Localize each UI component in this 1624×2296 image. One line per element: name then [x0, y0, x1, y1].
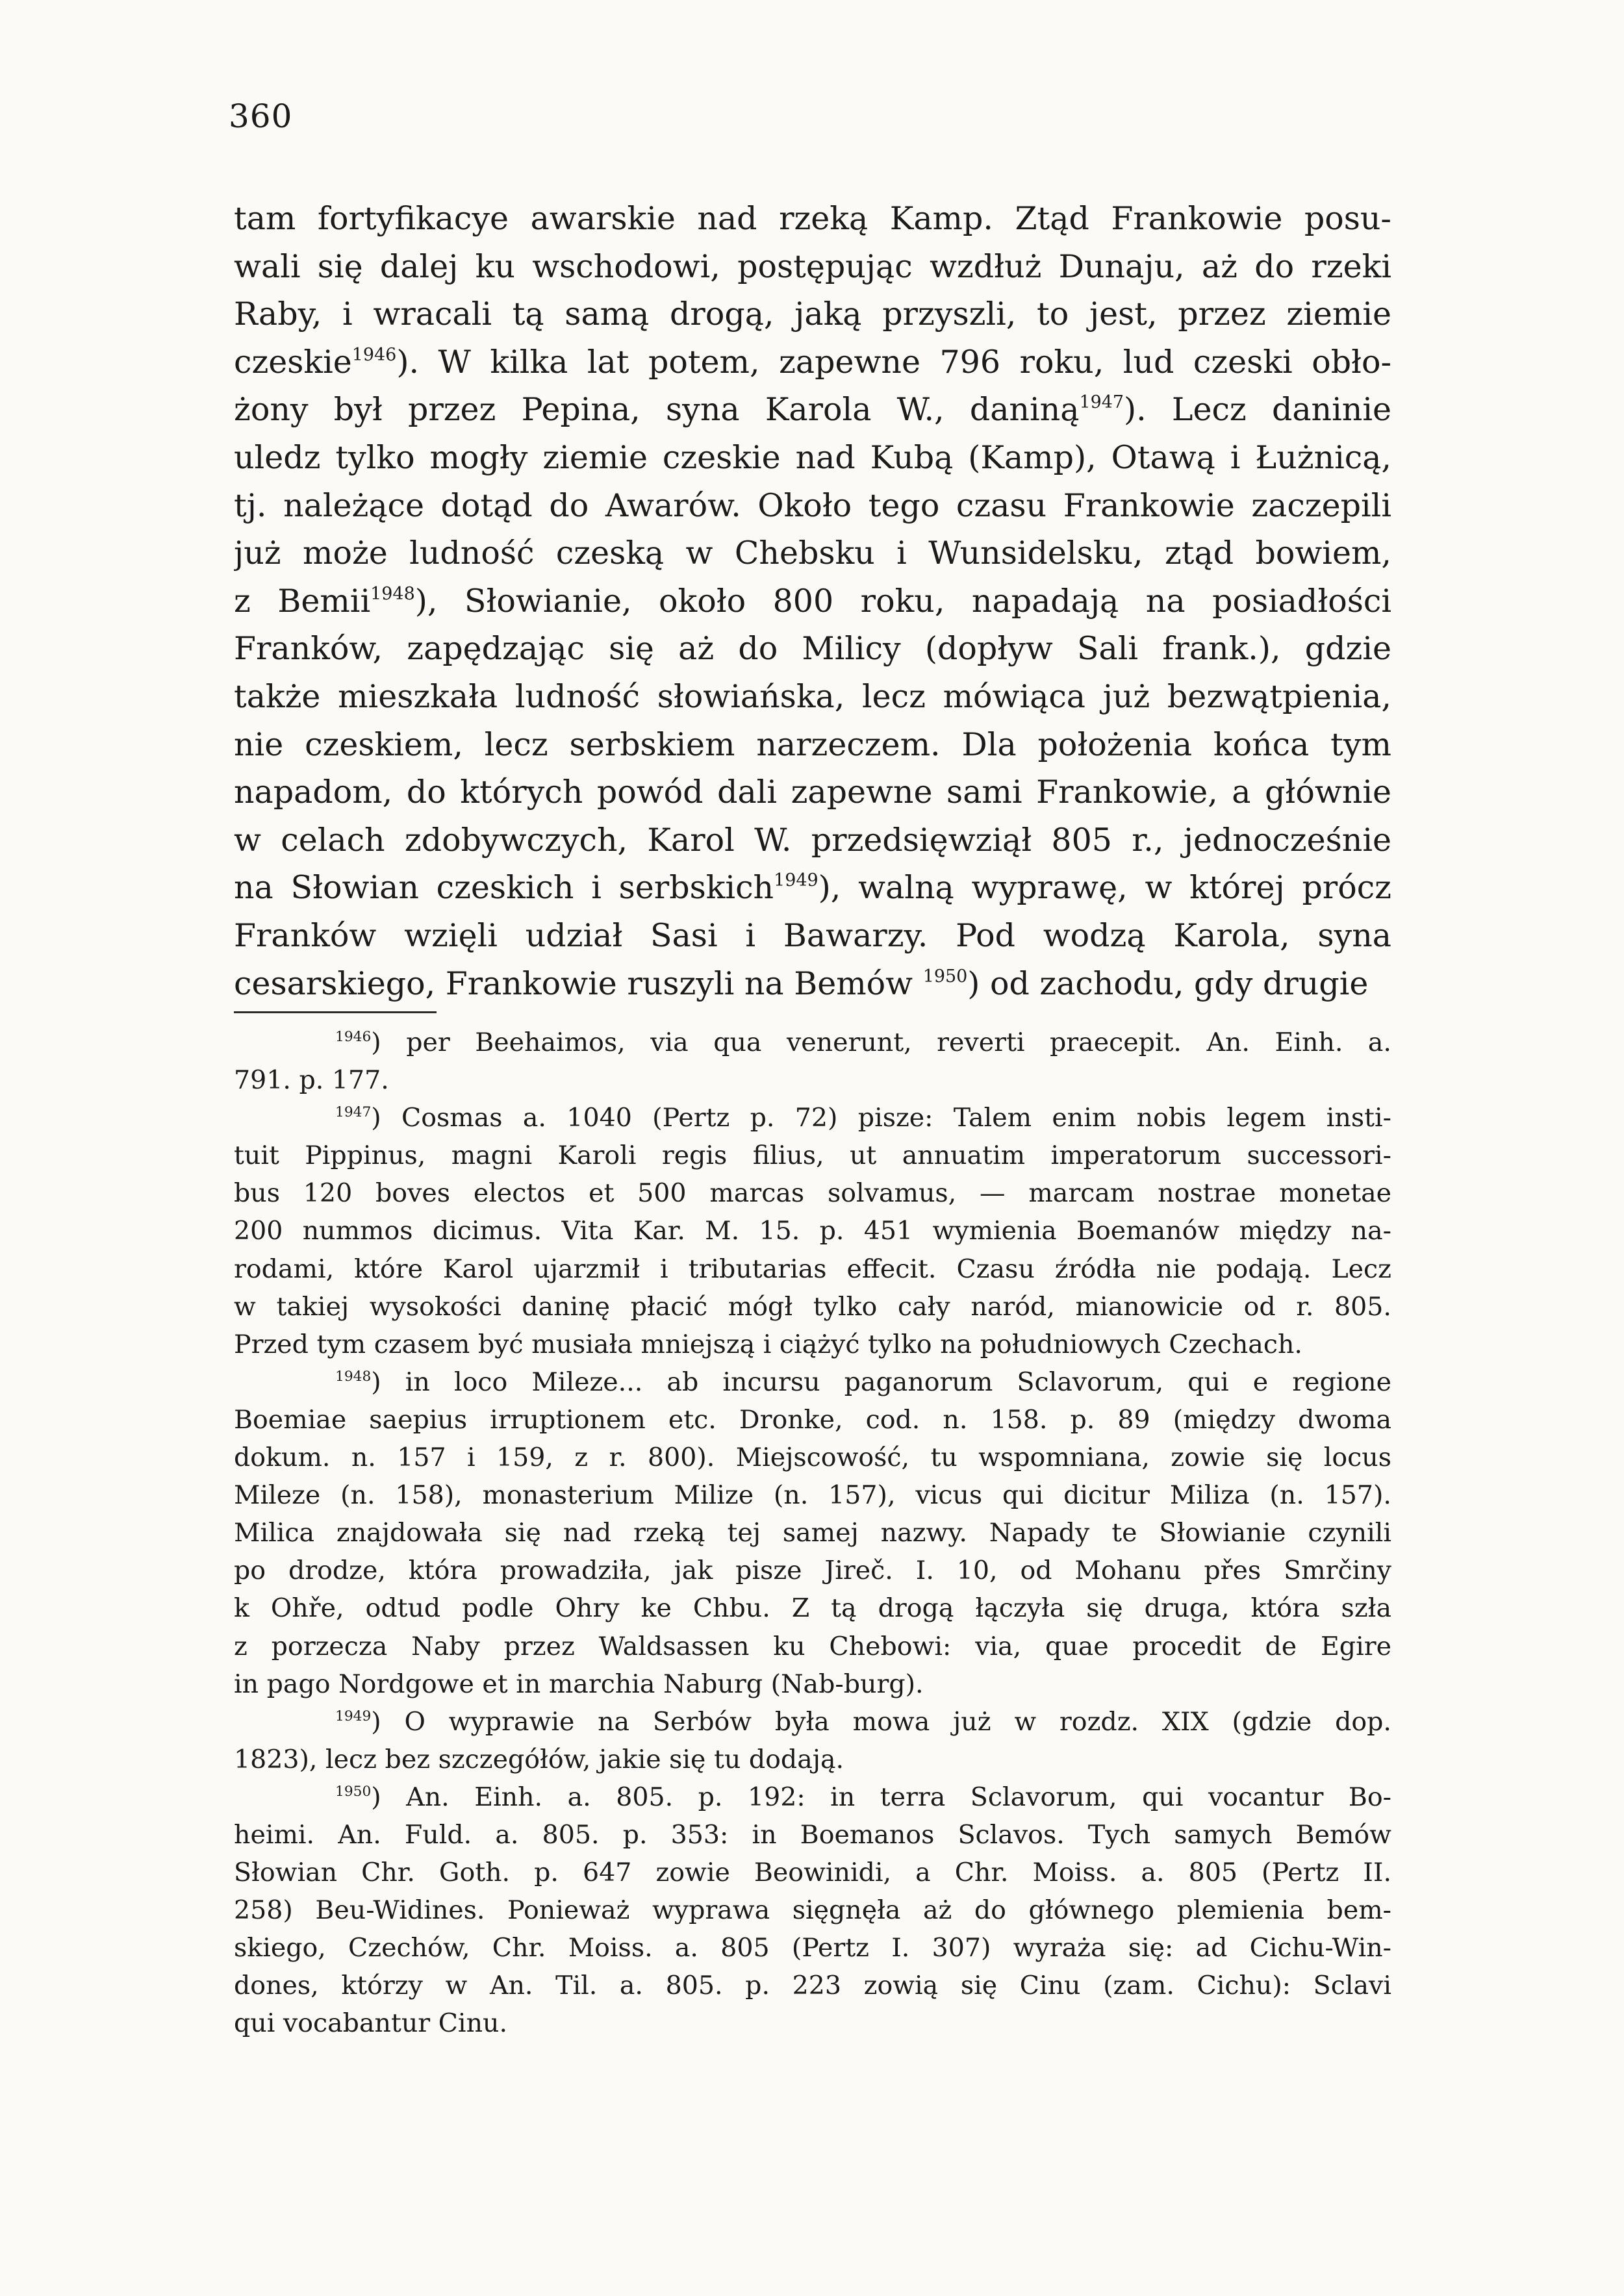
footnote-line: 1823), lecz bez szczegółów, jakie się tu dodają.	[234, 1744, 844, 1774]
text-line: żony był przez Pepina, syna Karola W., daniną$^{1947}$). Lecz daninie	[234, 391, 1391, 429]
footnote-number: 1947	[335, 1104, 372, 1120]
text-line: z Bemii$^{1948}$), Słowianie, około 800 roku, napadają na posiadłości	[234, 582, 1391, 620]
footnote-line: Przed tym czasem być musiała mniejszą i ciążyć tylko na południowych Czechach.	[234, 1329, 1302, 1359]
footnote-number: 1950	[335, 1783, 372, 1800]
main-text	[234, 195, 1391, 1007]
page-number: 360	[229, 97, 293, 135]
text-line: uledz tylko mogły ziemie czeskie nad Kubą (Kamp), Otawą i Łużnicą,	[234, 438, 1391, 476]
footnote-1948: $^{1948}$) in loco Mileze... ab incursu paganorum Sclavorum, qui e regione	[335, 1367, 1391, 1397]
footnote-line: Mileze (n. 158), monasterium Milize (n. 157), vicus qui dicitur Miliza (n. 157).	[234, 1480, 1391, 1511]
footnote-ref-1949: 1949	[774, 870, 818, 891]
text-line: tj. należące dotąd do Awarów. Około tego czasu Frankowie zaczepili	[234, 486, 1391, 524]
footnote-line: 200 nummos dicimus. Vita Kar. M. 15. p. 451 wymienia Boemanów między na-	[234, 1216, 1391, 1246]
footnote-line: skiego, Czechów, Chr. Moiss. a. 805 (Pertz I. 307) wyraża się: ad Cichu-Win-	[234, 1933, 1391, 1963]
footnote-1947: $^{1947}$) Cosmas a. 1040 (Pertz p. 72) pisze: Talem enim nobis legem insti-	[335, 1103, 1391, 1133]
footnote-line: bus 120 boves electos et 500 marcas solvamus, — marcam nostrae monetae	[234, 1178, 1391, 1209]
footnote-line: tuit Pippinus, magni Karoli regis filius, ut annuatim imperatorum successori-	[234, 1141, 1391, 1171]
footnote-line: 258) Beu-Widines. Ponieważ wyprawa sięgnęła aż do głównego plemienia bem-	[234, 1895, 1391, 1926]
footnote-ref-1950: 1950	[922, 966, 968, 987]
footnote-1949: $^{1949}$) O wyprawie na Serbów była mowa już w rozdz. XIX (gdzie dop.	[335, 1706, 1391, 1737]
footnote-line: in pago Nordgowe et in marchia Naburg (Nab-burg).	[234, 1669, 924, 1699]
text-line: w celach zdobywczych, Karol W. przedsięwziął 805 r., jednocześnie	[234, 821, 1391, 859]
text-line: Franków, zapędzając się aż do Milicy (dopływ Sali frank.), gdzie	[234, 630, 1391, 668]
text-line: także mieszkała ludność słowiańska, lecz mówiąca już bezwątpienia,	[234, 677, 1391, 715]
footnote-ref-1948: 1948	[370, 583, 415, 604]
footnote-line: rodami, które Karol ujarzmił i tributarias effecit. Czasu źródła nie podają. Lecz	[234, 1254, 1391, 1284]
footnote-line: z porzecza Naby przez Waldsassen ku Chebowi: via, quae procedit de Egire	[234, 1631, 1391, 1661]
footnote-line: Boemiae saepius irruptionem etc. Dronke, cod. n. 158. p. 89 (między dwoma	[234, 1404, 1391, 1435]
footnote-line: 791. p. 177.	[234, 1065, 389, 1096]
text-line: już może ludność czeską w Chebsku i Wunsidelsku, ztąd bowiem,	[234, 535, 1391, 572]
footnote-ref-1947: 1947	[1079, 392, 1124, 413]
footnote-line: dones, którzy w An. Til. a. 805. p. 223 zowią się Cinu (zam. Cichu): Sclavi	[234, 1971, 1391, 2001]
footnote-line: k Ohře, odtud podle Ohry ke Chbu. Z tą drogą łączyła się druga, która szła	[234, 1593, 1391, 1624]
footnote-number: 1948	[335, 1368, 372, 1385]
text-line: nie czeskiem, lecz serbskiem narzeczem. Dla położenia końca tym	[234, 725, 1391, 763]
footnote-line: heimi. An. Fuld. a. 805. p. 353: in Boemanos Sclavos. Tych samych Bemów	[234, 1819, 1391, 1850]
text-line: na Słowian czeskich i serbskich$^{1949}$), walną wyprawę, w której prócz	[234, 869, 1391, 907]
footnote-line: Słowian Chr. Goth. p. 647 zowie Beowinidi, a Chr. Moiss. a. 805 (Pertz II.	[234, 1858, 1391, 1888]
footnote-1946: $^{1946}$) per Beehaimos, via qua venerunt, reverti praecepit. An. Einh. a.	[335, 1028, 1391, 1057]
footnote-1950: $^{1950}$) An. Einh. a. 805. p. 192: in terra Sclavorum, qui vocantur Bo-	[335, 1782, 1391, 1812]
text-line: cesarskiego, Frankowie ruszyli na Bemów $^{1950}$) od zachodu, gdy drugie	[234, 965, 1369, 1002]
footnote-line: Milica znajdowała się nad rzeką tej samej nazwy. Napady te Słowianie czynili	[234, 1518, 1391, 1548]
footnote-number: 1949	[335, 1708, 372, 1724]
footnote-ref-1946: 1946	[351, 344, 397, 365]
text-line: tam fortyfikacye awarskie nad rzeką Kamp. Ztąd Frankowie posu-	[234, 200, 1391, 237]
text-line: wali się dalej ku wschodowi, postępując wzdłuż Dunaju, aż do rzeki	[234, 247, 1391, 285]
text-line: Raby, i wracali tą samą drogą, jaką przyszli, to jest, przez ziemie	[234, 296, 1391, 333]
footnote-line: qui vocabantur Cinu.	[234, 2008, 507, 2039]
footnote-number: 1946	[335, 1028, 372, 1045]
footnote-separator	[234, 1011, 437, 1013]
footnotes	[234, 1024, 1391, 2043]
footnote-line: dokum. n. 157 i 159, z r. 800). Miejscowość, tu wspomniana, zowie się locus	[234, 1443, 1391, 1473]
text-line: czeskie$^{1946}$). W kilka lat potem, zapewne 796 roku, lud czeski obło-	[234, 343, 1391, 381]
footnote-line: w takiej wysokości daninę płacić mógł tylko cały naród, mianowicie od r. 805.	[234, 1291, 1391, 1322]
text-line: Franków wzięli udział Sasi i Bawarzy. Pod wodzą Karola, syna	[234, 916, 1391, 954]
text-line: napadom, do których powód dali zapewne sami Frankowie, a głównie	[234, 774, 1391, 811]
footnote-line: po drodze, która prowadziła, jak pisze Jireč. I. 10, od Mohanu přes Smrčiny	[234, 1556, 1391, 1586]
